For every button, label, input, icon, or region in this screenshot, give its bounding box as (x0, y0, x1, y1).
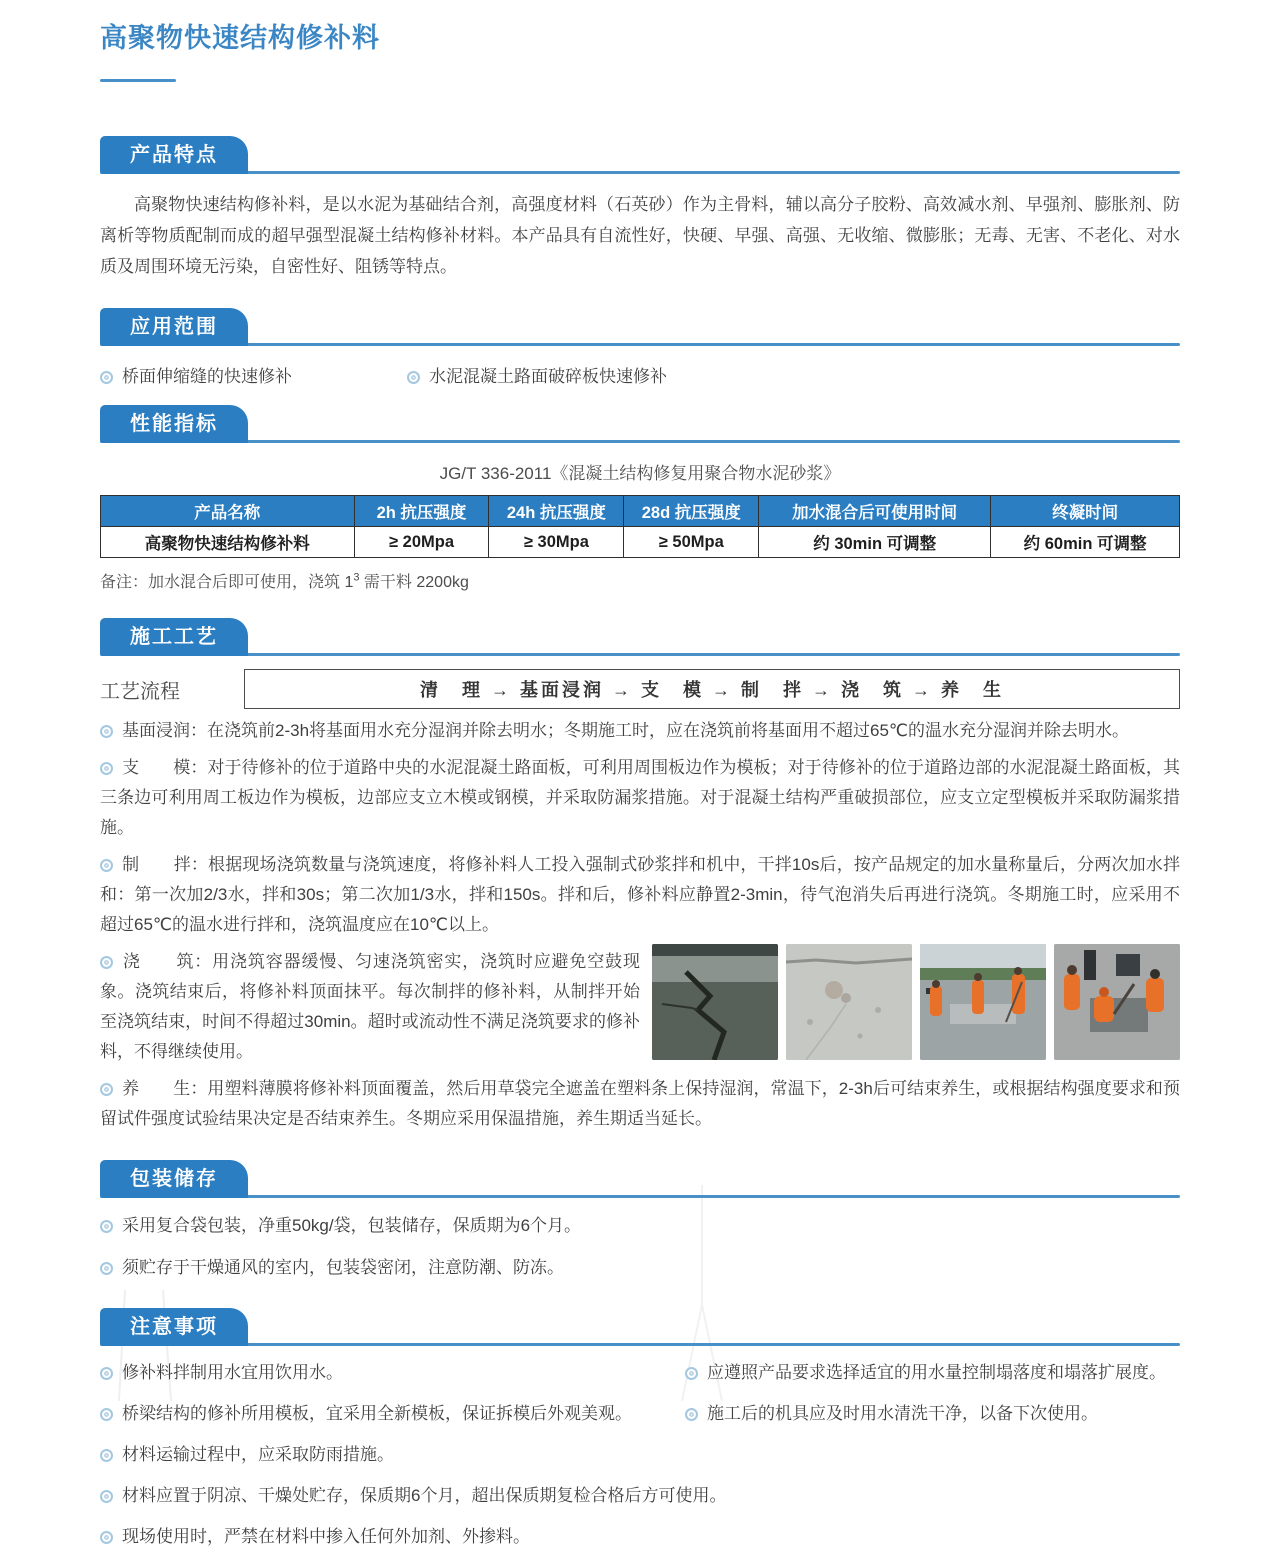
table-cell: 约 60min 可调整 (991, 527, 1180, 558)
section-tab-process: 施工工艺 (100, 618, 248, 656)
section-header-performance (100, 403, 1180, 443)
application-item-label: 桥面伸缩缝的快速修补 (122, 367, 292, 386)
note-item (100, 1358, 685, 1387)
application-item (407, 362, 667, 387)
document-page (100, 0, 1180, 1551)
section-rule (100, 1195, 1180, 1198)
road-repair-crew-photo (920, 944, 1046, 1060)
note-item (100, 1481, 726, 1510)
ring-bullet-icon (100, 1408, 113, 1421)
process-step (100, 753, 1180, 843)
packaging-item-text: 采用复合袋包装，净重50kg/袋，包装储存，保质期为6个月。 (122, 1216, 582, 1235)
application-items (100, 362, 1180, 387)
table-header-cell: 24h 抗压强度 (489, 496, 624, 527)
process-step-text: 养 生：用塑料薄膜将修补料顶面覆盖，然后用草袋完全遮盖在塑料条上保持湿润，常温下，2-3h后可结束养生，或根据结构强度要求和预留试件强度试验结果决定是否结束养生。冬期应采用保温措施，养生期适当延长。 (100, 1079, 1180, 1128)
packaging-item (100, 1253, 1180, 1282)
ring-bullet-icon (100, 956, 113, 969)
ring-bullet-icon (100, 762, 113, 775)
table-note-text: 备注：加水混合后即可使用，浇筑 1 (100, 574, 354, 591)
features-paragraph: 高聚物快速结构修补料，是以水泥为基础结合剂，高强度材料（石英砂）作为主骨料，辅以高分子胶粉、高效减水剂、早强剂、膨胀剂、防离析等物质配制而成的超早强型混凝土结构修补材料。本产品具有自流性好，快硬、早强、高强、无收缩、微膨胀；无毒、无害、不老化、对水质及周围环境无污染，自密性好、阻锈等特点。 (100, 195, 1180, 276)
note-item (685, 1358, 1180, 1387)
note-item (100, 1440, 394, 1469)
section-rule (100, 1343, 1180, 1346)
table-cell: 高聚物快速结构修补料 (101, 527, 355, 558)
process-step (100, 716, 1180, 746)
repair-pouring-photo (1054, 944, 1180, 1060)
note-item (685, 1399, 1180, 1428)
table-header-cell: 加水混合后可使用时间 (759, 496, 991, 527)
ring-bullet-icon (100, 1367, 113, 1380)
table-header-cell: 产品名称 (101, 496, 355, 527)
flow-diagram: 清 理 → 基面浸润 → 支 模 → 制 拌 → 浇 筑 → 养 生 (244, 669, 1180, 709)
table-cell: ≥ 30Mpa (489, 527, 624, 558)
performance-table (100, 495, 1180, 558)
section-tab-notes: 注意事项 (100, 1308, 248, 1346)
pavement-crack-photo (652, 944, 778, 1060)
process-step (100, 850, 1180, 940)
section-header-process (100, 616, 1180, 656)
concrete-surface-crack-photo (786, 944, 912, 1060)
ring-bullet-icon (685, 1408, 698, 1421)
section-tab-application: 应用范围 (100, 308, 248, 346)
page-title: 高聚物快速结构修补料 (100, 23, 380, 53)
process-photo-strip (652, 944, 1180, 1060)
table-row (101, 527, 1180, 558)
process-step-text: 制 拌：根据现场浇筑数量与浇筑速度，将修补料人工投入强制式砂浆拌和机中，干拌10s后，按产品规定的加水量称量后，分两次加水拌和：第一次加2/3水，拌和30s；第二次加1/3水，拌和150s。拌和后，修补料应静置2-3min，待气泡消失后再进行浇筑。冬期施工时，应采用不超过65℃的温水进行拌和，浇筑温度应在10℃以上。 (100, 855, 1180, 934)
notes-row (100, 1440, 1180, 1469)
notes-row (100, 1399, 1180, 1428)
superscript: 3 (353, 571, 360, 584)
table-header-cell: 28d 抗压强度 (624, 496, 759, 527)
application-item-label: 水泥混凝土路面破碎板快速修补 (429, 367, 667, 386)
ring-bullet-icon (100, 1083, 113, 1096)
packaging-item-text: 须贮存于干燥通风的室内，包装袋密闭，注意防潮、防冻。 (122, 1258, 564, 1277)
section-header-application (100, 306, 1180, 346)
table-header-row (101, 496, 1180, 527)
application-item (100, 362, 407, 387)
process-step (100, 1074, 1180, 1134)
section-rule (100, 440, 1180, 443)
note-item-text: 修补料拌制用水宜用饮用水。 (122, 1363, 343, 1382)
ring-bullet-icon (100, 1490, 113, 1503)
note-item-text: 施工后的机具应及时用水清洗干净，以备下次使用。 (707, 1404, 1098, 1423)
packaging-item (100, 1211, 1180, 1240)
section-header-features (100, 134, 1180, 174)
ring-bullet-icon (100, 371, 113, 384)
note-item-text: 材料应置于阴凉、干燥处贮存，保质期6个月，超出保质期复检合格后方可使用。 (122, 1486, 727, 1505)
section-tab-features: 产品特点 (100, 136, 248, 174)
table-header-cell: 终凝时间 (991, 496, 1180, 527)
ring-bullet-icon (100, 1220, 113, 1233)
ring-bullet-icon (685, 1367, 698, 1380)
title-underline (100, 79, 176, 82)
process-steps (100, 716, 1180, 1134)
process-step-text: 支 模：对于待修补的位于道路中央的水泥混凝土路面板，可利用周围板边作为模板；对于待修补的位于道路边部的水泥混凝土路面板，其三条边可利用周工板边作为模板，边部应支立木模或钢模，并采取防漏浆措施。对于混凝土结构严重破损部位，应支立定型模板并采取防漏浆措施。 (100, 758, 1180, 837)
section-rule (100, 653, 1180, 656)
ring-bullet-icon (407, 371, 420, 384)
table-note-text: 需干料 2200kg (359, 574, 469, 591)
table-cell: 约 30min 可调整 (759, 527, 991, 558)
ring-bullet-icon (100, 859, 113, 872)
section-header-packaging (100, 1158, 1180, 1198)
flow-label: 工艺流程 (100, 680, 180, 703)
process-step-text: 基面浸润：在浇筑前2-3h将基面用水充分湿润并除去明水；冬期施工时，应在浇筑前将基面用不超过65℃的温水充分湿润并除去明水。 (122, 721, 1130, 740)
note-item-text: 现场使用时，严禁在材料中掺入任何外加剂、外掺料。 (122, 1527, 530, 1546)
table-cell: ≥ 50Mpa (624, 527, 759, 558)
section-rule (100, 343, 1180, 346)
notes-row (100, 1522, 1180, 1551)
ring-bullet-icon (100, 1531, 113, 1544)
process-step-text: 浇 筑：用浇筑容器缓慢、匀速浇筑密实，浇筑时应避免空鼓现象。浇筑结束后，将修补料顶面抹平。每次制拌的修补料，从制拌开始至浇筑结束，时间不得超过30min。超时或流动性不满足浇筑要求的修补料，不得继续使用。 (100, 952, 640, 1061)
note-item (100, 1399, 685, 1428)
table-note (100, 569, 1180, 592)
note-item-text: 应遵照产品要求选择适宜的用水量控制塌落度和塌落扩展度。 (707, 1363, 1166, 1382)
section-rule (100, 171, 1180, 174)
table-cell: ≥ 20Mpa (354, 527, 489, 558)
ring-bullet-icon (100, 1449, 113, 1462)
section-header-notes (100, 1306, 1180, 1346)
notes-row (100, 1358, 1180, 1387)
notes-row (100, 1481, 1180, 1510)
process-flow-row (100, 669, 1180, 709)
table-header-cell: 2h 抗压强度 (354, 496, 489, 527)
note-item-text: 桥梁结构的修补所用模板，宜采用全新模板，保证拆模后外观美观。 (122, 1404, 632, 1423)
ring-bullet-icon (100, 1262, 113, 1275)
note-item-text: 材料运输过程中，应采取防雨措施。 (122, 1445, 394, 1464)
section-tab-performance: 性能指标 (100, 405, 248, 443)
section-tab-packaging: 包装储存 (100, 1160, 248, 1198)
ring-bullet-icon (100, 725, 113, 738)
table-caption: JG/T 336-2011《混凝土结构修复用聚合物水泥砂浆》 (439, 464, 841, 483)
note-item (100, 1522, 530, 1551)
